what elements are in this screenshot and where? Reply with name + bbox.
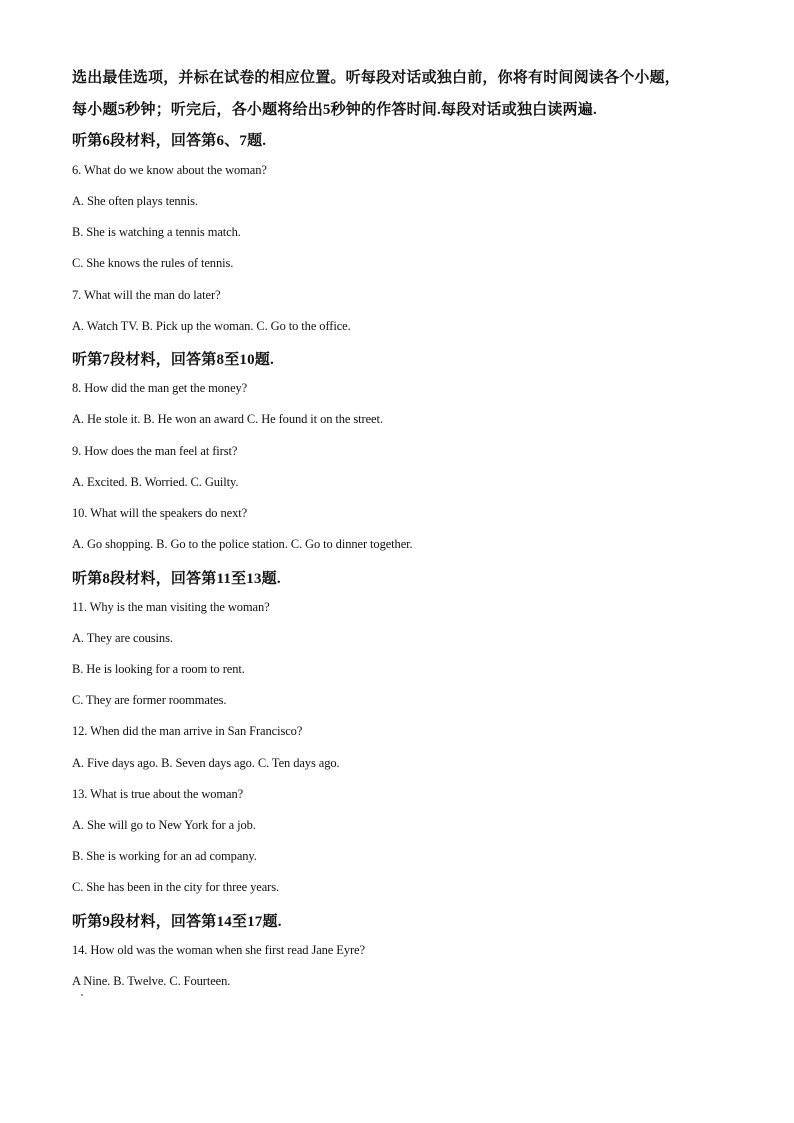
option-line: C. She knows the rules of tennis. <box>72 256 234 270</box>
question-text: 7. What will the man do later? <box>72 288 221 302</box>
question-text: 13. What is true about the woman? <box>72 787 244 801</box>
option-line: A. Excited. B. Worried. C. Guilty. <box>72 475 239 489</box>
question-text: 14. How old was the woman when she first read Jane Eyre? <box>72 943 365 957</box>
option-line: C. They are former roommates. <box>72 693 227 707</box>
option-line: A. Go shopping. B. Go to the police station. C. Go to dinner together. <box>72 537 413 551</box>
option-line: A. They are cousins. <box>72 631 173 645</box>
instructions-line-1: 选出最佳选项，并标在试卷的相应位置。听每段对话或独白前，你将有时间阅读各个小题， <box>72 70 681 86</box>
option-line: B. He is looking for a room to rent. <box>72 662 245 676</box>
question-text: 11. Why is the man visiting the woman? <box>72 600 270 614</box>
section-heading: 听第8段材料，回答第11至13题. <box>72 571 281 587</box>
option-line: C. She has been in the city for three years. <box>72 880 279 894</box>
option-line: B. She is watching a tennis match. <box>72 225 241 239</box>
question-text: 6. What do we know about the woman? <box>72 163 267 177</box>
stray-mark <box>81 994 83 996</box>
option-line: B. She is working for an ad company. <box>72 849 257 863</box>
section-heading: 听第9段材料，回答第14至17题. <box>72 914 282 930</box>
option-line: A. He stole it. B. He won an award C. He found it on the street. <box>72 412 383 426</box>
instructions-line-2: 每小题5秒钟；听完后，各小题将给出5秒钟的作答时间.每段对话或独白读两遍. <box>72 102 597 118</box>
question-text: 12. When did the man arrive in San Francisco? <box>72 724 303 738</box>
section-heading: 听第7段材料，回答第8至10题. <box>72 352 274 368</box>
question-text: 9. How does the man feel at first? <box>72 444 238 458</box>
question-text: 10. What will the speakers do next? <box>72 506 248 520</box>
option-line: A. She often plays tennis. <box>72 194 198 208</box>
option-line: A. She will go to New York for a job. <box>72 818 256 832</box>
question-text: 8. How did the man get the money? <box>72 381 248 395</box>
option-line: A. Watch TV. B. Pick up the woman. C. Go to the office. <box>72 319 351 333</box>
section-heading: 听第6段材料，回答第6、7题. <box>72 133 267 149</box>
option-line: A. Five days ago. B. Seven days ago. C. Ten days ago. <box>72 756 340 770</box>
option-line: A Nine. B. Twelve. C. Fourteen. <box>72 974 231 988</box>
